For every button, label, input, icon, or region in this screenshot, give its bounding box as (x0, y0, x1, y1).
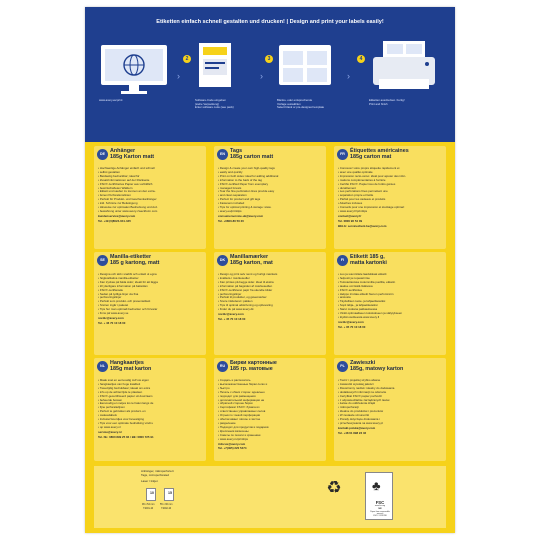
bullet-line: • Łatwe do oddzielenia dzięki (338, 402, 443, 406)
bullet-line: • przechowywania na www.avery.pl (338, 422, 443, 426)
contact-email[interactable]: nordic@avery.com (338, 320, 364, 324)
section-body (338, 273, 443, 330)
section-title-line: 185g carton matt (230, 153, 274, 160)
bullet-line: • durablement (338, 187, 443, 191)
language-flag: FI (337, 255, 348, 266)
bullet-line: • Designa och skriv snabbt och enkelt ut egna (98, 273, 203, 277)
section-title (110, 361, 206, 373)
bullet-line: • feinen Perforationslinien (98, 194, 203, 198)
label-pack-sheet (85, 7, 455, 533)
contact-phone: Tel. 0800 96 54 09 (338, 219, 363, 223)
bullet-line: • Les perforations fines permettent une (338, 190, 443, 194)
section-body (98, 167, 203, 224)
bullet-line: • löydät osoitteesta www.avery.fi (338, 316, 443, 320)
instruction-banner (85, 7, 455, 142)
language-flag: EN (217, 149, 228, 160)
language-flag: PL (337, 361, 348, 372)
bullet-line: • Narut mukana pakkauksessa (338, 308, 443, 312)
recycle-icon: ♻ (326, 478, 342, 497)
section-title (350, 255, 446, 267)
bullet-line: • Tips voor een optimale bedrukking vindt u (98, 422, 203, 426)
bullet-line: • Подходит для продуктов и подарков (218, 426, 323, 430)
bullet-line: • Sedan på tydliga linjer via fina (98, 293, 203, 297)
section-title-line: Manilla-etiketter (110, 254, 152, 260)
bullet-line: • cadeaulabels (98, 414, 203, 418)
step-caption-line: (siehe Verpackung) (195, 101, 220, 106)
banner-title: Etiketten einfach schnell gestalten und drucken! | Design and print your labels easily! (156, 19, 384, 25)
section-title (110, 255, 206, 267)
step-caption-line: Etiketten ausdrucken. Fertig! (369, 98, 405, 102)
bullet-line: • Tips for optimal printing & storage: www. (218, 206, 323, 210)
step-number: 4 (357, 55, 365, 63)
bullet-line: • Perfekt für Produkt- und Geschenkanhänger (98, 198, 203, 202)
bullet-line: • FSC®-gecertificeerd papier uit duurzaam (98, 395, 203, 399)
bullet-line: • Parfait pour les cadeaux et produits (338, 198, 443, 202)
bullet-line: • Perfekt til produkter, og gavemærker (218, 296, 323, 300)
bullet-line: • Vinkit optimaaliseen tulostukseen ja säilytykseen (338, 312, 443, 316)
fsc-code: FSC® C019118 (373, 515, 387, 517)
chevron-right-icon: › (260, 71, 263, 81)
bullet-line: • Hochwertige Anhänger einfach und schnell (98, 167, 203, 171)
step-1 (99, 37, 169, 102)
section-title-line: Anhänger (110, 148, 136, 154)
bullet-line: • Beidseitig bedruckbar; ideal für (98, 175, 203, 179)
section-de (94, 146, 206, 249)
step-4 (359, 37, 439, 106)
bullet-line: • op www.avery.nl (98, 426, 203, 430)
step-number: 2 (183, 55, 191, 63)
bullet-line: • avery.eu/printtips (218, 210, 323, 214)
language-flag: NL (97, 361, 108, 372)
bullet-line: • Zusatzinformationen auf der Rückseite (98, 179, 203, 183)
section-title-line: 185g carton mat (350, 153, 392, 160)
bullet-line: • Sopii lahja-, ja lahjaetiketeiksi (338, 304, 443, 308)
section-title (230, 255, 326, 267)
fsc-badge (365, 472, 393, 520)
bullet-line: • Certifié FSC®. Papier issu de forêts gérées (338, 183, 443, 187)
bullet-line: • Idealne do produktów i prezentów (338, 410, 443, 414)
bullet-line: • FSC®-zertifiziertes Papier aus vorbildlich (98, 183, 203, 187)
bullet-line: • avec une qualité optimale (338, 171, 443, 175)
label-sheet-thumbnail (146, 488, 156, 501)
bullet-line: • helposti ja nopeasti itse (338, 277, 443, 281)
bullet-line: • ansiosta (338, 296, 443, 300)
section-title (230, 361, 326, 373)
bullet-line: • Печать с обеих сторон: идеально (218, 391, 323, 395)
contact-phone: Tel. + 35 70 10 18 00 (338, 325, 366, 329)
bullet-line: • Tips hur man optimalt bedrucker och förvarar (98, 308, 203, 312)
section-title (350, 149, 446, 161)
bullet-line: • Dwustronny nadruk: idealny do dodawania (338, 387, 443, 391)
bullet-line: • beheerde bossen (98, 399, 203, 403)
bullet-line: • Perfekt som produkt- och presentetikett (98, 300, 203, 304)
bullet-line: • www.avery.fr/printtips (338, 210, 443, 214)
bullet-line: • Design og print selv nemt og hurtigt mærkets (218, 273, 323, 277)
bullet-line: • dodatkowych informacji na odwrocie (338, 391, 443, 395)
contact-phone: Tel. + 45 70 10 18 00 (218, 317, 246, 321)
section-title (350, 361, 446, 373)
section-title-line: Etiketit 185 g, (350, 254, 385, 260)
bullet-line: • bewahrung unter www.avery-zweckform.com (98, 210, 203, 214)
contact-email[interactable]: kontakt.polska@avery.com (338, 426, 376, 430)
contact-email[interactable]: nordic@avery.com (218, 313, 244, 317)
section-title (110, 149, 206, 161)
section-title-line: Бирки картонные (230, 360, 277, 366)
bullet-line: • Luo ja suunnittele laadukkaat etiketit (338, 273, 443, 277)
contact-email[interactable]: kundenservice@avery.com (98, 214, 136, 218)
bullet-line: • Etikett und sauber zu trennen an den extra- (98, 190, 203, 194)
bullet-line: • and clean separation (218, 194, 323, 198)
step-caption-line: Enter software code (see pack) (195, 105, 234, 110)
section-title-line: 185g karton, mat (230, 259, 273, 266)
section-pl (334, 358, 446, 461)
product-info-strip (94, 466, 446, 528)
bullet-line: • Helppo irrottaa etiketit hienon perforoinnin (338, 293, 443, 297)
bullet-line: • kvalitets-/ mærkesedler (218, 277, 323, 281)
bullet-line: • FSC®-certificeret papir fra ukendte kilder (218, 289, 323, 293)
bullet-line: • Design & create your own high-quality tags (218, 167, 323, 171)
fsc-mix: MIX (378, 508, 382, 510)
bullet-line: • Eenvoudig en netjes los te halen langs de (98, 402, 203, 406)
step-1-caption (99, 99, 179, 103)
bullet-line: • Hinweise zur optimalen Bedruckung und Auf- (98, 206, 203, 210)
bullet-line: • selbst gestalten (98, 171, 203, 175)
step-4-caption (369, 99, 449, 106)
bullet-line: • Snore inkluderet i pakken (218, 300, 323, 304)
section-body (218, 273, 323, 322)
section-title-line: 185g mat karton (110, 365, 152, 372)
bullet-line: • Советы по печати и хранению: (218, 434, 323, 438)
bullet-line: • FSC®-sertifioitua (338, 289, 443, 293)
bullet-line: • information to the back of the tag (218, 179, 323, 183)
bullet-line: • Крепления включены (218, 430, 323, 434)
labels-per-sheet: 15 (168, 491, 172, 495)
section-title-line: matta kartonki (350, 259, 387, 266)
bullet-line: • perforeringslinjer (218, 293, 323, 297)
bullet-line: • bewirtschafteten Wäldern (98, 187, 203, 191)
section-body (218, 379, 323, 451)
bullet-line: • быстро (218, 387, 323, 391)
section-fr (334, 146, 446, 249)
bullet-line: • Impression recto-verso: idéal pour ajouter des infor- (338, 175, 443, 179)
bullet-line: • Perfect te gebruiken als product- en (98, 410, 203, 414)
bullet-line: • Tear the fine perforation lines provide easy (218, 190, 323, 194)
contact-phone: Tel. +48 61 898 23 46 (338, 431, 367, 435)
bullet-line: • z odpowiedzialnie zarządzanych lasów (338, 399, 443, 403)
bullet-line: • Отрыв по тонкой перфорации (218, 414, 323, 418)
bullet-line: • taakse voi lisätä lisätietoa (338, 285, 443, 289)
contact-email[interactable]: infocus@avery.com (218, 442, 246, 446)
bullet-line: • Tulostettavissa molemmilta puolilta, etiketin (338, 281, 443, 285)
contact-phone: Tel. +7(495) 220 5474 (218, 447, 247, 451)
bullet-line: • Создать и распечатать (218, 379, 323, 383)
section-title-line: Zawieszki (350, 360, 376, 366)
section-body (98, 273, 203, 326)
bullet-line: • W zestawie sznureczki (338, 414, 443, 418)
fsc-source: Paper from responsible sources (370, 511, 390, 516)
bullet-line: • Certyfikat FSC® papier pochodzi (338, 395, 443, 399)
bullet-line: • Maak snel en eenvoudig zelf uw eigen (98, 379, 203, 383)
step-caption-line: Blanko- oder entsprechende (277, 98, 313, 102)
bullet-line: • Fasteners included (218, 202, 323, 206)
section-title-line: Hangkaartjes (110, 360, 144, 366)
step-2 (185, 37, 235, 110)
section-en (214, 146, 326, 249)
section-body (218, 167, 323, 224)
printer-icon (369, 37, 439, 97)
language-flag: DE (97, 149, 108, 160)
bullet-line: • Inclusief koordjes voor bevestiging (98, 418, 203, 422)
bullet-line: • подходит для размещения (218, 395, 323, 399)
bullet-line: • высококачественные бирки легко и (218, 383, 323, 387)
fsc-logo-text: FSC (375, 500, 385, 505)
bullet-line: • Conseils pour une impression et stockage optimal: (338, 206, 443, 210)
bullet-line: • séparation propre et facile (338, 194, 443, 198)
bullet-line: • Kan tryckas på båda sidor; idealt för att lägga (98, 281, 203, 285)
contact-email[interactable]: nordic@avery.com (98, 316, 124, 320)
section-title-line: Manillamærker (230, 254, 269, 260)
bullet-line: • zawieszki wysokiej jakości (338, 383, 443, 387)
bullet-line: • Snören ingår i paketet (98, 304, 203, 308)
bullet-line: • information på bagsiden af mærkesedlen (218, 285, 323, 289)
bullet-line: • обеспечивает лёгкое и чистое (218, 418, 323, 422)
label-sheet-thumbnail (164, 488, 174, 501)
template-window-icon (277, 37, 333, 97)
contact-phone: Tel. + 46 70 10 18 00 (98, 321, 126, 325)
bullet-line: • ответственно управляемых лесов (218, 410, 323, 414)
section-title-line: 185g Karton matt (110, 153, 155, 160)
bullet-line: • Attaches incluses (338, 202, 443, 206)
step-3 (267, 37, 333, 110)
section-ru (214, 358, 326, 461)
contact-phone: Tel. NL: 0800 899 25 84 / BE: 0800 725 91 (98, 435, 154, 439)
bullet-line: • finder du på www.avery.dk (218, 308, 323, 312)
contact-phone: Tel. +49 (0)8024-641-345 (98, 219, 131, 223)
chevron-right-icon: › (177, 71, 180, 81)
step-caption-line: Software-Code eingeben (195, 98, 226, 102)
language-flag: DK (217, 255, 228, 266)
bullet-line: • easily and quickly (218, 171, 323, 175)
contact-phone: Tel. +0800-80 50 20 (218, 219, 244, 223)
section-title-line: 185g, matowy karton (350, 365, 404, 372)
step-caption-line: Vorlage auswählen (277, 101, 301, 106)
contact-email[interactable]: service@avery.nl (98, 430, 122, 434)
section-dk (214, 252, 326, 355)
bullet-line: • Kan printes på begge sider. Ideel til ekstra (218, 281, 323, 285)
bullet-line: • inkl. Schnüre zur Befestigung (98, 202, 203, 206)
bullet-line: • managed forests (218, 187, 323, 191)
software-box-icon (195, 37, 235, 97)
product-line: Tags, microperforated (141, 473, 169, 477)
section-body (98, 379, 203, 440)
language-flag: SE (97, 255, 108, 266)
contact-email[interactable]: contact@avery.fr (338, 214, 362, 218)
step-number: 3 (265, 55, 273, 63)
bullet-line: • Tweezijdig bedrukbaar; ideaal om extra (98, 387, 203, 391)
bullet-line: • Porady dotyczące drukowania i (338, 418, 443, 422)
step-caption-line: Select blank or pre-designed template (277, 105, 325, 110)
bullet-line: • till ytterligare information på baksidan (98, 285, 203, 289)
bullet-line: • mations complémentaires à l'arrière (338, 179, 443, 183)
section-nl (94, 358, 206, 461)
contact-email-belgium[interactable]: BELG: serviceclient.be@avery.com (338, 224, 387, 228)
bullet-line: • обратной стороне бирки (218, 402, 323, 406)
bullet-line: • perforeringslinjer (98, 296, 203, 300)
section-body (338, 167, 443, 229)
bullet-line: • Täydellisen tuote- ja lahjaetiketeiksi (338, 300, 443, 304)
bullet-line: • Concevez votre propre étiquette rapidement et (338, 167, 443, 171)
bullet-line: • www.avery.ru/printtips (218, 438, 323, 442)
bullet-line: • fijne perforatielijnen (98, 406, 203, 410)
product-line: Anhänger, mikroperforiert (141, 469, 174, 473)
contact-email[interactable]: consumerservice-uk@avery.com (218, 214, 264, 218)
language-flag: FR (337, 149, 348, 160)
monitor-icon (99, 37, 169, 97)
tree-icon: ♣ (372, 478, 381, 493)
label-size: 55 x 36 mm (160, 503, 173, 506)
product-code: 71002-10 (161, 507, 172, 510)
bullet-line: • Perfect for product and gift tags (218, 198, 323, 202)
section-title-line: 185 гр. матовые (230, 365, 273, 372)
section-title-line: Tags (230, 148, 243, 154)
bullet-line: • Сертификат FSC®: бумага из (218, 406, 323, 410)
bullet-line: • разделение (218, 422, 323, 426)
fsc-url: www.fsc.org (374, 505, 386, 507)
bullet-line: • hangkaartjes van hoge kwaliteit (98, 383, 203, 387)
section-title-line: 185 g kartong, matt (110, 259, 160, 266)
step-caption-line[interactable]: www.avery.eu/print (99, 98, 123, 102)
step-3-caption (277, 99, 357, 110)
bullet-line: • Twórz i projektuj szybko własne (338, 379, 443, 383)
label-size: 96 x 54 mm (142, 503, 155, 506)
bullet-line: • FSC®-certified Paper from exemplary (218, 183, 323, 187)
bullet-line: • finns på www.avery.se (98, 312, 203, 316)
step-caption-line: Print and finish (369, 101, 388, 106)
language-flag: RU (217, 361, 228, 372)
section-title-line: Étiquettes américaines (350, 148, 409, 154)
chevron-right-icon: › (347, 71, 350, 81)
bullet-line: • дополнительной информации на (218, 399, 323, 403)
bullet-line: • högkvalitativa manilla-etiketter (98, 277, 203, 281)
bullet-line: • FSC®-certifierade (98, 289, 203, 293)
section-fi (334, 252, 446, 355)
bullet-line: • info op de achterzijde te plaatsen (98, 391, 203, 395)
product-code: 71001-10 (143, 507, 154, 510)
product-line: Laser / Inkjet (141, 479, 158, 483)
bullet-line: • mikroperforacji (338, 406, 443, 410)
section-se (94, 252, 206, 355)
labels-per-sheet: 10 (150, 491, 154, 495)
bullet-line: • Tips til optimal udskrivning og opbevaring (218, 304, 323, 308)
section-title (230, 149, 326, 161)
step-2-caption (195, 99, 275, 110)
section-body (338, 379, 443, 436)
bullet-line: • Print on both sides: ideal for adding additional (218, 175, 323, 179)
